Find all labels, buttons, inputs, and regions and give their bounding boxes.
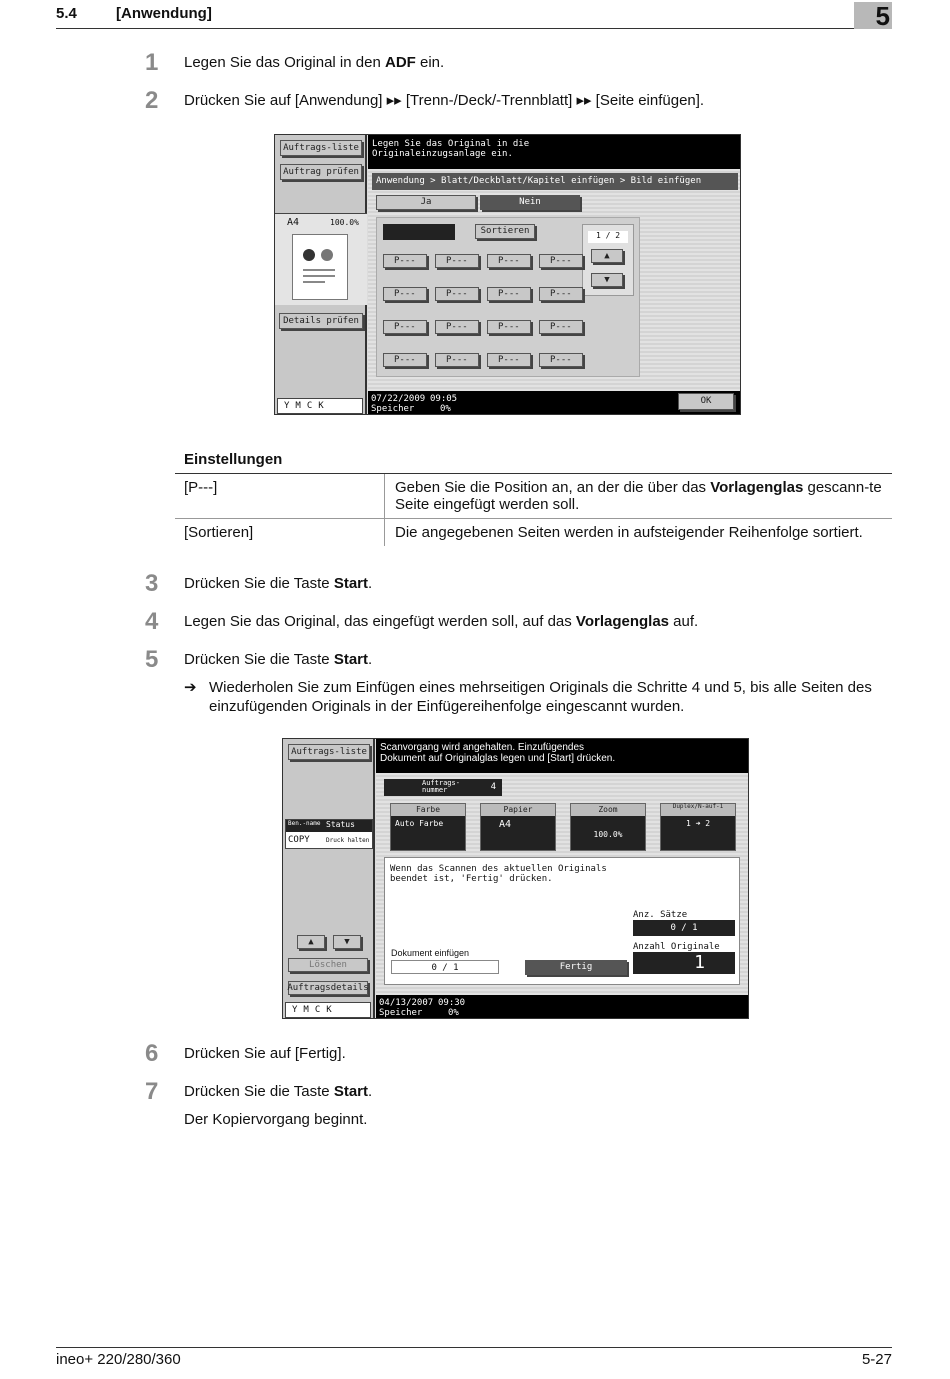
left-panel bbox=[275, 135, 367, 415]
originals-label: Anzahl Originale bbox=[633, 942, 720, 952]
step-number: 2 bbox=[145, 87, 159, 114]
step-text: Drücken Sie die Taste Start. bbox=[184, 1083, 373, 1100]
control-panel-screen-scan-paused bbox=[282, 738, 749, 1019]
sets-value: 0 / 1 bbox=[633, 920, 735, 936]
tab-label: Duplex/N-auf-1 bbox=[661, 804, 735, 816]
page-navigator bbox=[582, 224, 634, 296]
page-header bbox=[56, 0, 892, 29]
position-slot-button[interactable]: P--- bbox=[487, 254, 531, 268]
position-slot-button[interactable]: P--- bbox=[539, 254, 583, 268]
ok-button[interactable]: OK bbox=[678, 393, 734, 410]
column-status: Status bbox=[326, 820, 355, 829]
tab-label: Papier bbox=[481, 804, 555, 816]
no-button[interactable]: Nein bbox=[480, 195, 580, 210]
job-details-button[interactable]: Auftragsdetails bbox=[288, 981, 368, 995]
tab-value: 1 ➜ 2 bbox=[685, 819, 711, 828]
memory-value: 0% bbox=[440, 404, 451, 414]
check-job-button[interactable]: Auftrag prüfen bbox=[280, 164, 362, 180]
main-panel bbox=[376, 773, 749, 995]
check-details-button[interactable]: Details prüfen bbox=[279, 313, 363, 329]
message-bar: Scanvorgang wird angehalten. Einzufügendes Dokument auf Originalglas legen und [Start] drücken. bbox=[376, 739, 749, 773]
tab-label: Farbe bbox=[391, 804, 465, 816]
step-text: Drücken Sie die Taste Start. bbox=[184, 575, 373, 592]
page-indicator: 1 / 2 bbox=[588, 231, 628, 243]
date: 07/22/2009 bbox=[371, 394, 426, 404]
position-slot-button[interactable]: P--- bbox=[383, 353, 427, 367]
step-number: 6 bbox=[145, 1040, 159, 1067]
control-panel-screen-insert-page bbox=[274, 134, 741, 415]
step-text: Drücken Sie auf [Anwendung] ▸▸ [Trenn-/Deck/-Trennblatt] ▸▸ [Seite einfügen]. bbox=[184, 92, 705, 109]
toner-levels: Y M C K bbox=[285, 1002, 371, 1018]
position-display bbox=[383, 224, 455, 240]
setting-description: Geben Sie die Position an, an der die über das Vorlagenglas gescann-te Seite eingefügt werden soll. bbox=[395, 479, 882, 513]
originals-value: 1 bbox=[633, 952, 735, 974]
delete-button[interactable]: Löschen bbox=[288, 958, 368, 972]
settings-table bbox=[175, 473, 892, 546]
step-number: 4 bbox=[145, 608, 159, 635]
arrow-down-icon: ▼ bbox=[604, 274, 610, 285]
tab-value: Auto Farbe bbox=[395, 819, 444, 828]
memory-label: Speicher bbox=[371, 404, 415, 414]
zoom-value: 100.0% bbox=[330, 218, 359, 227]
page-up-button[interactable] bbox=[591, 249, 623, 263]
position-slot-button[interactable]: P--- bbox=[539, 287, 583, 301]
done-button[interactable]: Fertig bbox=[525, 960, 627, 975]
step-text: Legen Sie das Original in den ADF ein. bbox=[184, 54, 445, 71]
page-footer bbox=[56, 1347, 892, 1368]
setting-key: [P---] bbox=[175, 474, 385, 518]
setting-description: Die angegebenen Seiten werden in aufsteigender Reihenfolge sortiert. bbox=[395, 524, 863, 541]
yes-button[interactable]: Ja bbox=[376, 195, 476, 210]
scroll-down-button[interactable] bbox=[333, 935, 361, 949]
slot-panel bbox=[376, 217, 640, 377]
main-panel bbox=[368, 169, 741, 391]
model-name: ineo+ 220/280/360 bbox=[56, 1351, 181, 1368]
time: 09:05 bbox=[430, 394, 458, 404]
tab-label: Zoom bbox=[571, 804, 645, 816]
position-slot-button[interactable]: P--- bbox=[435, 353, 479, 367]
left-panel bbox=[283, 739, 375, 1019]
message-bar: Legen Sie das Original in die Originaleinzugsanlage ein. bbox=[368, 135, 741, 169]
position-slot-button[interactable]: P--- bbox=[539, 320, 583, 334]
memory-label: Speicher bbox=[379, 1008, 423, 1018]
step-number: 1 bbox=[145, 49, 159, 76]
status-bar bbox=[376, 995, 749, 1019]
breadcrumb: Anwendung > Blatt/Deckblatt/Kapitel einfügen > Bild einfügen bbox=[372, 173, 738, 190]
step-5-note bbox=[184, 678, 904, 716]
page-number: 5-27 bbox=[861, 1351, 892, 1368]
insert-value: 0 / 1 bbox=[391, 960, 499, 974]
list-item[interactable]: COPY Druck halten bbox=[288, 835, 370, 845]
settings-title: Einstellungen bbox=[184, 451, 283, 468]
position-slot-button[interactable]: P--- bbox=[383, 287, 427, 301]
date: 04/13/2007 bbox=[379, 998, 434, 1008]
step-number: 3 bbox=[145, 570, 159, 597]
column-name: Ben.-name bbox=[288, 820, 321, 827]
setting-tab[interactable] bbox=[570, 803, 646, 851]
page-thumbnail bbox=[292, 234, 348, 300]
tab-value: 100.0% bbox=[593, 830, 623, 839]
sort-button[interactable]: Sortieren bbox=[475, 224, 535, 239]
note-text: Wiederholen Sie zum Einfügen eines mehrseitigen Originals die Schritte 4 und 5, bis alle Seiten des einzufügenden Originals in der Einfügereihenfolge eingescannt wurden. bbox=[209, 679, 872, 715]
position-slot-button[interactable]: P--- bbox=[435, 320, 479, 334]
info-panel: Wenn das Scannen des aktuellen Originals beendet ist, 'Fertig' drücken. Anz. Sätze 0 / 1 Anzahl Originale 1 Dokument einfügen 0 / 1 Fertig bbox=[384, 857, 740, 985]
section-number: 5.4 bbox=[56, 5, 77, 22]
position-slot-button[interactable]: P--- bbox=[487, 287, 531, 301]
sets-label: Anz. Sätze bbox=[633, 910, 688, 920]
paper-size: A4 bbox=[287, 217, 300, 228]
page-down-button[interactable] bbox=[591, 273, 623, 287]
time: 09:30 bbox=[438, 998, 466, 1008]
step-text: Legen Sie das Original, das eingefügt werden soll, auf das Vorlagenglas auf. bbox=[184, 613, 699, 630]
tab-value: A4 bbox=[499, 819, 512, 830]
arrow-down-icon: ▼ bbox=[344, 936, 350, 947]
preview-area bbox=[275, 213, 367, 305]
job-list bbox=[285, 819, 373, 849]
job-list-button[interactable]: Auftrags-liste bbox=[280, 140, 362, 156]
step-number: 7 bbox=[145, 1078, 159, 1105]
step-7-result: Der Kopiervorgang beginnt. bbox=[184, 1111, 368, 1128]
setting-key: [Sortieren] bbox=[175, 519, 385, 546]
status-bar bbox=[368, 391, 741, 415]
position-slot-button[interactable]: P--- bbox=[383, 254, 427, 268]
insert-label: Dokument einfügen bbox=[391, 948, 470, 958]
step-number: 5 bbox=[145, 646, 159, 673]
job-number-box: Auftrags-nummer 4 bbox=[384, 779, 502, 796]
arrow-up-icon: ▲ bbox=[308, 936, 314, 947]
setting-tab[interactable] bbox=[390, 803, 466, 851]
step-text: Drücken Sie die Taste Start. bbox=[184, 651, 373, 668]
step-text: Drücken Sie auf [Fertig]. bbox=[184, 1045, 346, 1062]
section-title: [Anwendung] bbox=[116, 5, 212, 22]
toner-levels: Y M C K bbox=[277, 398, 363, 414]
arrow-up-icon: ▲ bbox=[604, 250, 610, 261]
scroll-up-button[interactable] bbox=[297, 935, 325, 949]
position-slot-button[interactable]: P--- bbox=[435, 287, 479, 301]
position-slot-button[interactable]: P--- bbox=[487, 353, 531, 367]
chapter-tab: 5 bbox=[854, 2, 892, 29]
position-slot-button[interactable]: P--- bbox=[539, 353, 583, 367]
job-list-button[interactable]: Auftrags-liste bbox=[288, 744, 370, 760]
position-slot-button[interactable]: P--- bbox=[487, 320, 531, 334]
setting-tab[interactable] bbox=[480, 803, 556, 851]
table-row bbox=[175, 519, 892, 546]
arrow-icon: ➔ bbox=[184, 679, 197, 696]
position-slot-button[interactable]: P--- bbox=[435, 254, 479, 268]
memory-value: 0% bbox=[448, 1008, 459, 1018]
position-slot-button[interactable]: P--- bbox=[383, 320, 427, 334]
setting-tab[interactable] bbox=[660, 803, 736, 851]
table-row bbox=[175, 474, 892, 519]
